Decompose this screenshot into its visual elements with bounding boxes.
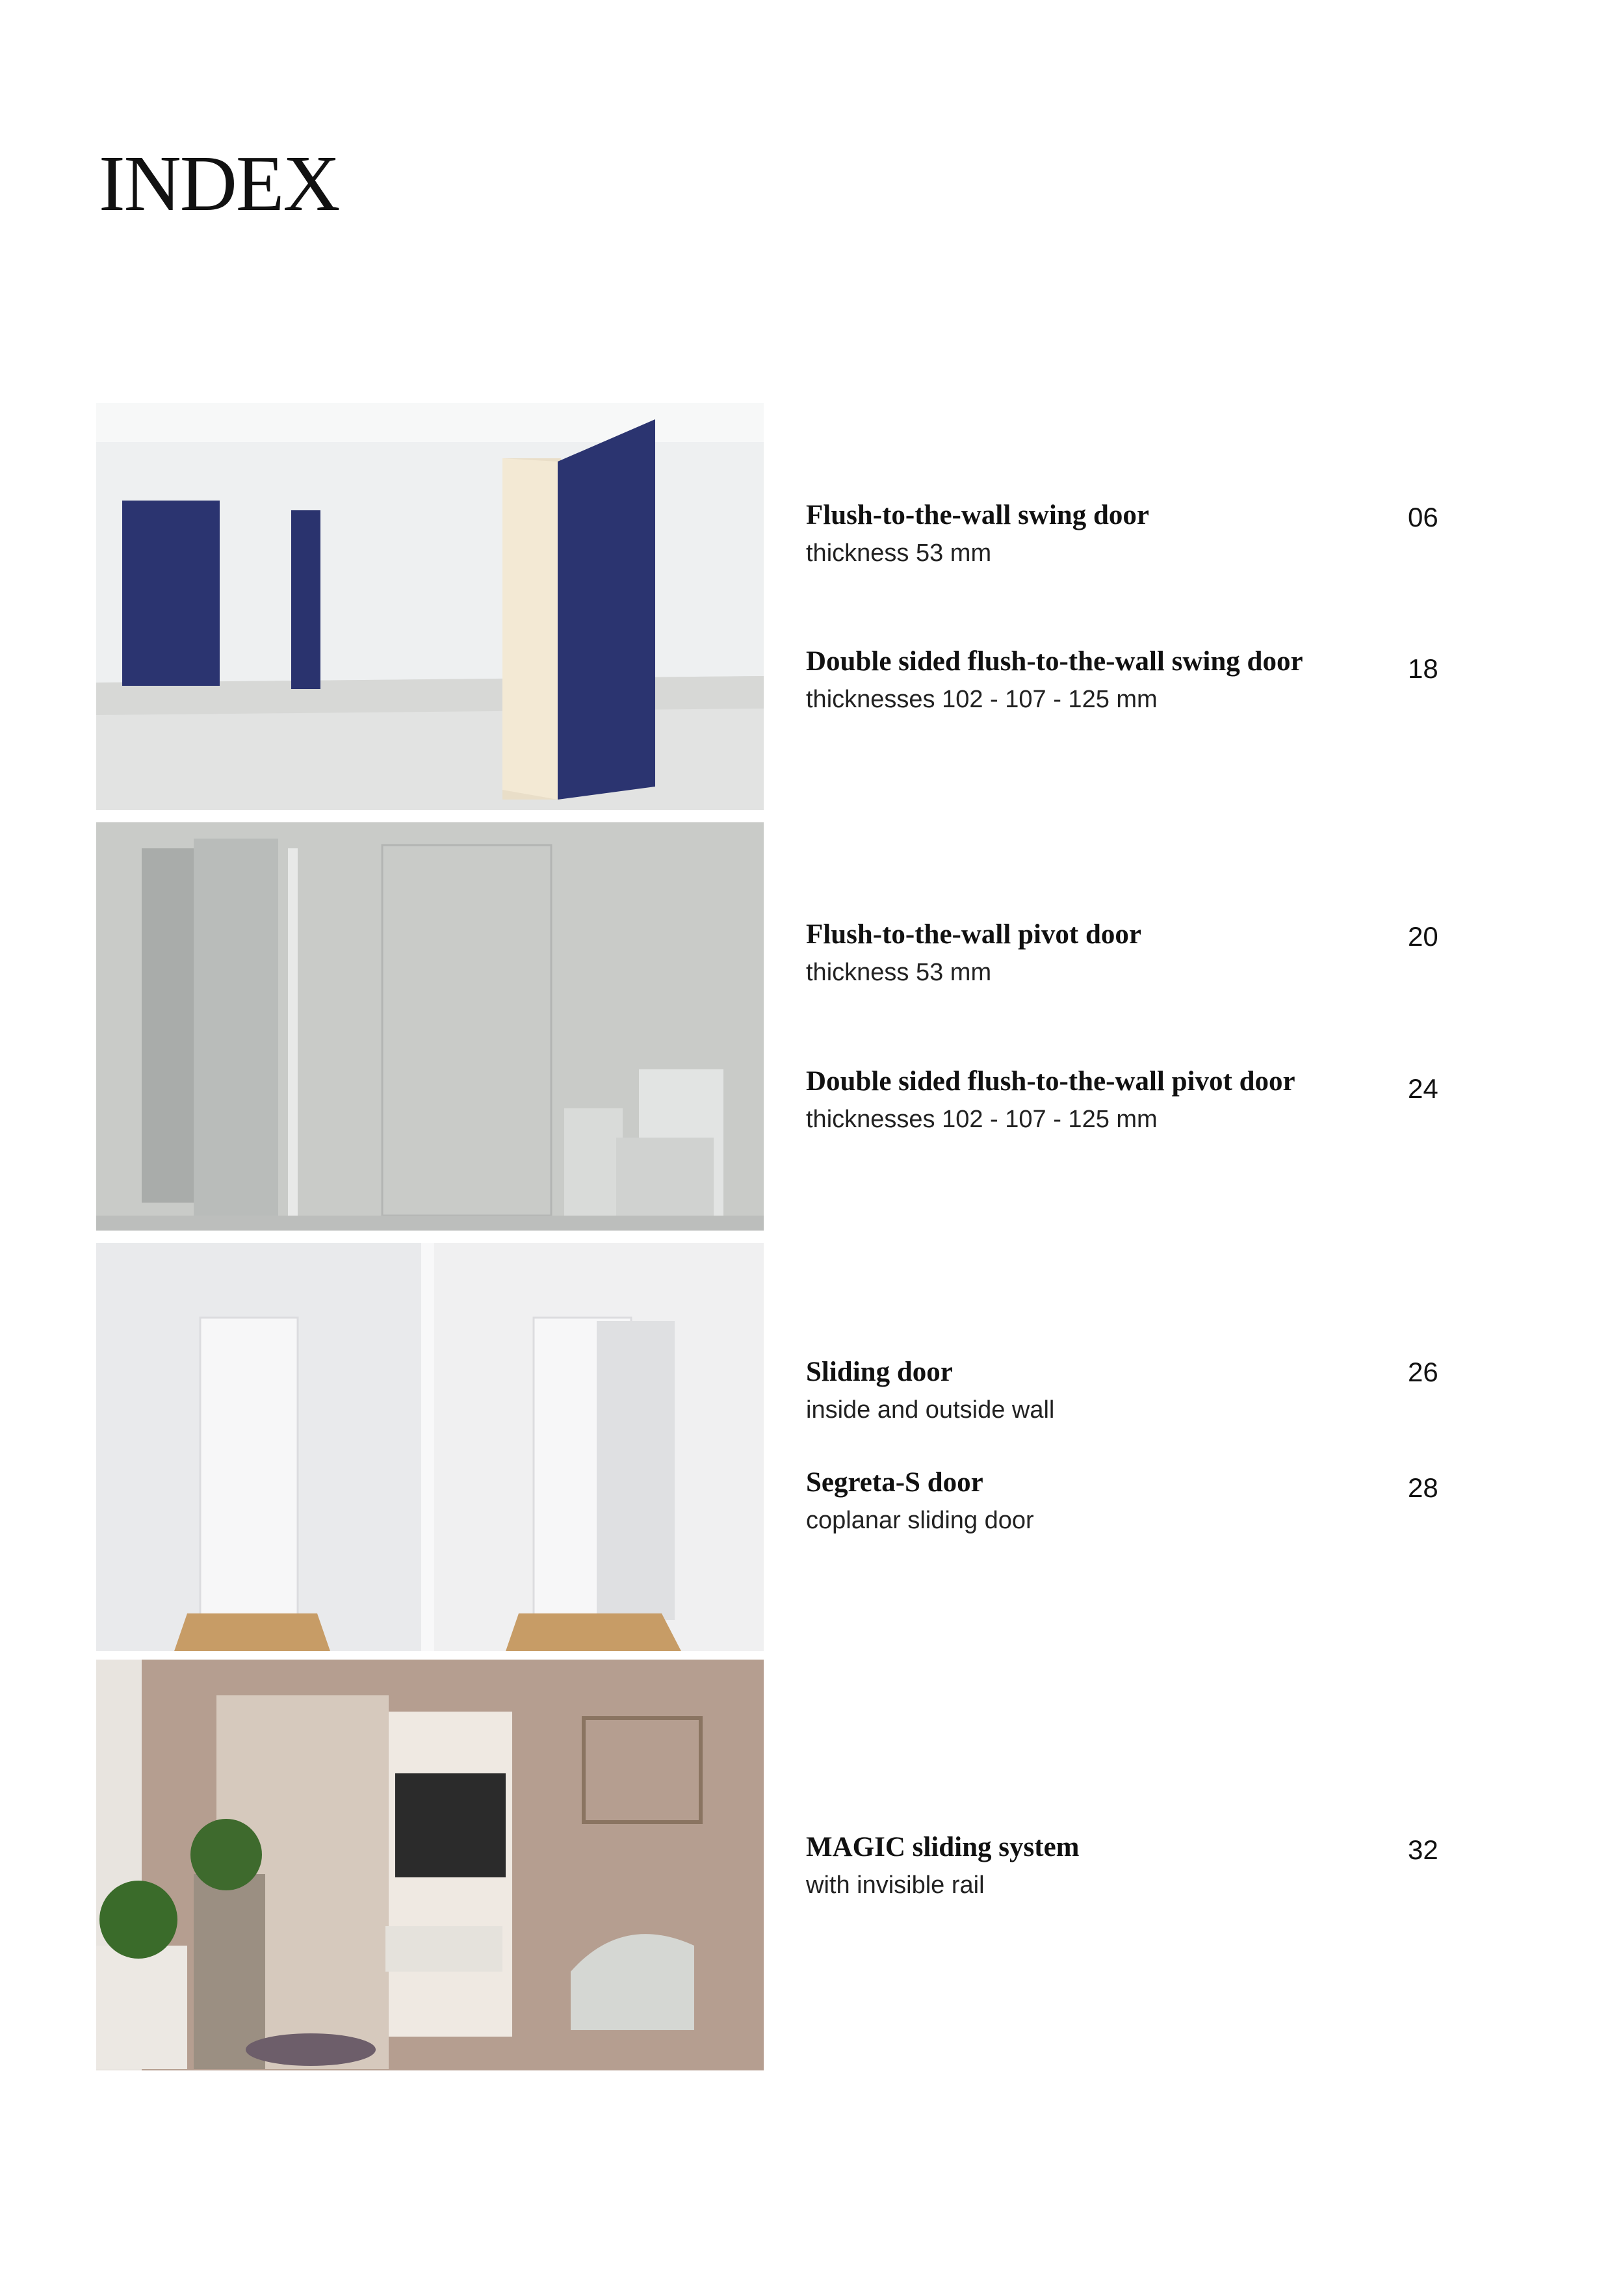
entry-title: Flush-to-the-wall swing door — [806, 500, 1149, 530]
entry-subtitle: thickness 53 mm — [806, 959, 992, 986]
entry-title: Sliding door — [806, 1357, 953, 1387]
magic-sliding-photo — [96, 1660, 764, 2070]
entry-title: MAGIC sliding system — [806, 1832, 1080, 1862]
entry-subtitle: inside and outside wall — [806, 1396, 1055, 1424]
entry-page-number: 06 — [1408, 502, 1438, 532]
entry-page-number: 26 — [1408, 1357, 1438, 1387]
entry-title: Double sided flush-to-the-wall pivot door — [806, 1066, 1295, 1097]
entry-subtitle: coplanar sliding door — [806, 1507, 1034, 1534]
entry-subtitle: thicknesses 102 - 107 - 125 mm — [806, 1106, 1158, 1133]
entry-subtitle: thicknesses 102 - 107 - 125 mm — [806, 686, 1158, 713]
entry-subtitle: with invisible rail — [806, 1872, 985, 1899]
entry-title: Double sided flush-to-the-wall swing door — [806, 646, 1303, 677]
entry-page-number: 18 — [1408, 653, 1438, 684]
index-entry[interactable] — [806, 1833, 1443, 1898]
swing-door-photo — [96, 403, 764, 810]
entry-page-number: 28 — [1408, 1472, 1438, 1503]
sliding-door-photo — [96, 1243, 764, 1651]
page-title: INDEX — [99, 140, 339, 228]
entry-page-number: 32 — [1408, 1834, 1438, 1865]
index-entry[interactable] — [806, 501, 1443, 566]
entry-page-number: 20 — [1408, 921, 1438, 952]
index-entry[interactable] — [806, 1468, 1443, 1533]
pivot-door-photo — [96, 822, 764, 1231]
entry-title: Flush-to-the-wall pivot door — [806, 919, 1141, 950]
index-entry[interactable] — [806, 1067, 1443, 1132]
index-entry[interactable] — [806, 647, 1443, 712]
entry-page-number: 24 — [1408, 1073, 1438, 1104]
entry-title: Segreta-S door — [806, 1467, 983, 1498]
index-entry[interactable] — [806, 1358, 1443, 1422]
index-entry[interactable] — [806, 920, 1443, 985]
entry-subtitle: thickness 53 mm — [806, 540, 992, 567]
